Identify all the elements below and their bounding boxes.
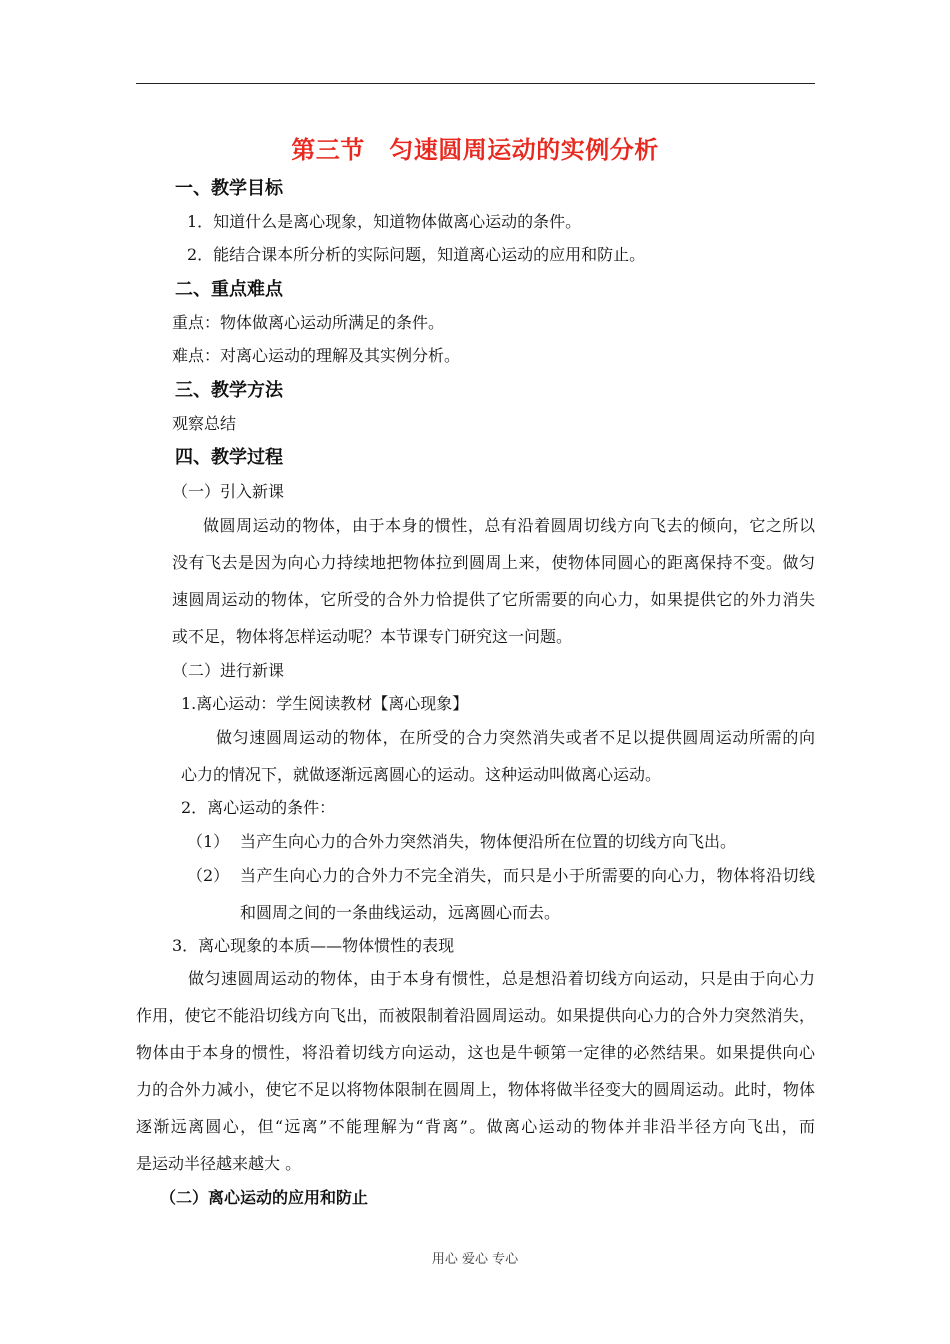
page-footer: 用心 爱心 专心 xyxy=(431,1252,519,1267)
paragraph-line: 做匀速圆周运动的物体，在所受的合力突然消失或者不足以提供圆周运动所需的向 xyxy=(216,728,815,747)
subsection-new-lesson: （二）进行新课 xyxy=(172,661,285,680)
paragraph-line: 做圆周运动的物体，由于本身的惯性，总有沿着圆周切线方向飞去的倾向，它之所以 xyxy=(203,516,815,535)
paragraph-line: 或不足，物体将怎样运动呢？本节课专门研究这一问题。 xyxy=(172,627,573,646)
paragraph-line: 速圆周运动的物体，它所受的合外力恰提供了它所需要的向心力，如果提供它的外力消失 xyxy=(172,590,815,609)
paragraph-line: 是运动半径越来越大 。 xyxy=(136,1154,302,1173)
objective-item: 2．能结合课本所分析的实际问题，知道离心运动的应用和防止。 xyxy=(187,245,646,264)
condition-text: 当产生向心力的合外力不完全消失，而只是小于所需要的向心力，物体将沿切线 xyxy=(240,866,815,885)
point-title: 1.离心运动：学生阅读教材【离心现象】 xyxy=(181,694,469,713)
section-heading-method: 三、教学方法 xyxy=(175,380,283,401)
condition-text: 和圆周之间的一条曲线运动，远离圆心而去。 xyxy=(240,903,561,922)
paragraph-line: 心力的情况下，就做逐渐远离圆心的运动。这种运动叫做离心运动。 xyxy=(181,765,662,784)
section-heading-objectives: 一、教学目标 xyxy=(175,178,283,199)
condition-number: （2） xyxy=(187,866,230,885)
header-rule xyxy=(136,83,815,84)
paragraph-line: 没有飞去是因为向心力持续地把物体拉到圆周上来，使物体同圆心的距离保持不变。做匀 xyxy=(172,553,815,572)
paragraph-line: 物体由于本身的惯性，将沿着切线方向运动，这也是牛顿第一定律的必然结果。如果提供向心 xyxy=(136,1043,815,1062)
paragraph-line: 做匀速圆周运动的物体，由于本身有惯性，总是想沿着切线方向运动，只是由于向心力 xyxy=(188,969,815,988)
condition-text: 当产生向心力的合外力突然消失，物体便沿所在位置的切线方向飞出。 xyxy=(240,832,737,851)
paragraph-line: 逐渐远离圆心，但“远离”不能理解为“背离”。做离心运动的物体并非沿半径方向飞出，而 xyxy=(136,1117,815,1136)
method-text: 观察总结 xyxy=(172,414,237,433)
section-heading-process: 四、教学过程 xyxy=(175,447,283,468)
point-title: 2．离心运动的条件： xyxy=(181,798,336,817)
difficulty-text: 难点：对离心运动的理解及其实例分析。 xyxy=(172,346,461,365)
point-title: 3．离心现象的本质——物体惯性的表现 xyxy=(172,936,455,955)
page-title: 第三节 匀速圆周运动的实例分析 xyxy=(291,136,659,164)
section-heading-key-points: 二、重点难点 xyxy=(175,279,283,300)
subsection-application: （二）离心运动的应用和防止 xyxy=(160,1188,369,1207)
subsection-intro: （一）引入新课 xyxy=(172,482,285,501)
paragraph-line: 作用，使它不能沿切线方向飞出，而被限制着沿圆周运动。如果提供向心力的合外力突然消失， xyxy=(136,1006,815,1025)
condition-number: （1） xyxy=(187,832,230,851)
key-point-text: 重点：物体做离心运动所满足的条件。 xyxy=(172,313,445,332)
paragraph-line: 力的合外力减小，使它不足以将物体限制在圆周上，物体将做半径变大的圆周运动。此时，物体 xyxy=(136,1080,815,1099)
objective-item: 1．知道什么是离心现象，知道物体做离心运动的条件。 xyxy=(187,212,582,231)
